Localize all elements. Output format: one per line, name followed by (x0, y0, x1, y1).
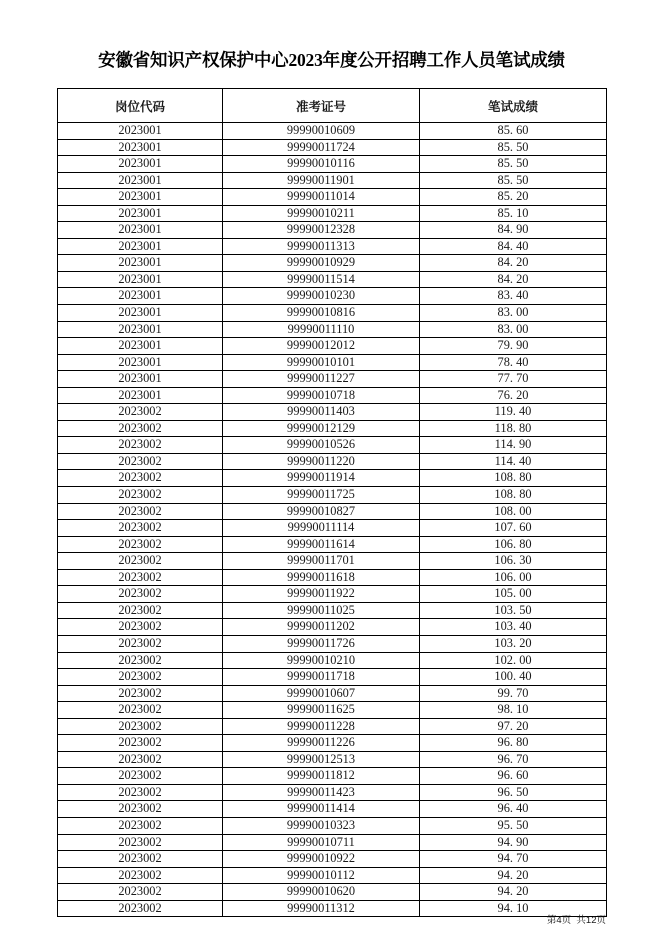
cell-score: 103. 20 (420, 635, 607, 652)
cell-admit: 99990010620 (223, 884, 420, 901)
cell-code: 2023002 (58, 536, 223, 553)
cell-admit: 99990010230 (223, 288, 420, 305)
table-header-row (58, 89, 607, 123)
table-row (58, 205, 607, 222)
cell-score: 94. 10 (420, 900, 607, 917)
table-row (58, 238, 607, 255)
cell-score: 100. 40 (420, 669, 607, 686)
cell-admit: 99990011403 (223, 404, 420, 421)
cell-score: 83. 40 (420, 288, 607, 305)
table-row (58, 453, 607, 470)
table-header (58, 89, 607, 123)
cell-score: 97. 20 (420, 718, 607, 735)
column-header-admit-no: 准考证号 (223, 89, 420, 123)
table-row (58, 602, 607, 619)
table-row (58, 851, 607, 868)
cell-admit: 99990012012 (223, 338, 420, 355)
cell-admit: 99990011724 (223, 139, 420, 156)
cell-score: 85. 10 (420, 205, 607, 222)
cell-score: 78. 40 (420, 354, 607, 371)
cell-code: 2023001 (58, 354, 223, 371)
cell-score: 108. 80 (420, 470, 607, 487)
cell-admit: 99990011625 (223, 702, 420, 719)
cell-code: 2023002 (58, 569, 223, 586)
table-row (58, 884, 607, 901)
table-row (58, 751, 607, 768)
table-row (58, 702, 607, 719)
cell-admit: 99990011423 (223, 784, 420, 801)
cell-admit: 99990010101 (223, 354, 420, 371)
cell-code: 2023002 (58, 635, 223, 652)
table-row (58, 619, 607, 636)
table-row (58, 420, 607, 437)
table-row (58, 635, 607, 652)
cell-code: 2023002 (58, 652, 223, 669)
cell-admit: 99990011414 (223, 801, 420, 818)
cell-code: 2023002 (58, 784, 223, 801)
cell-admit: 99990011914 (223, 470, 420, 487)
cell-admit: 99990011220 (223, 453, 420, 470)
cell-code: 2023002 (58, 619, 223, 636)
cell-score: 79. 90 (420, 338, 607, 355)
cell-admit: 99990010210 (223, 652, 420, 669)
table-row (58, 586, 607, 603)
table-row (58, 735, 607, 752)
cell-score: 94. 70 (420, 851, 607, 868)
cell-score: 76. 20 (420, 387, 607, 404)
cell-admit: 99990011014 (223, 189, 420, 206)
table-row (58, 437, 607, 454)
table-row (58, 288, 607, 305)
cell-admit: 99990012328 (223, 222, 420, 239)
cell-code: 2023002 (58, 751, 223, 768)
cell-admit: 99990011114 (223, 520, 420, 537)
table-row (58, 718, 607, 735)
cell-score: 96. 80 (420, 735, 607, 752)
cell-code: 2023002 (58, 900, 223, 917)
cell-code: 2023002 (58, 884, 223, 901)
table-row (58, 784, 607, 801)
exam-results-table (57, 88, 607, 917)
table-row (58, 321, 607, 338)
cell-score: 106. 00 (420, 569, 607, 586)
cell-code: 2023002 (58, 420, 223, 437)
cell-score: 96. 60 (420, 768, 607, 785)
cell-admit: 99990010711 (223, 834, 420, 851)
cell-score: 99. 70 (420, 685, 607, 702)
cell-admit: 99990010816 (223, 305, 420, 322)
column-header-exam-score: 笔试成绩 (420, 89, 607, 123)
cell-code: 2023002 (58, 602, 223, 619)
cell-score: 83. 00 (420, 305, 607, 322)
table-row (58, 685, 607, 702)
cell-score: 106. 30 (420, 553, 607, 570)
cell-score: 105. 00 (420, 586, 607, 603)
cell-score: 84. 20 (420, 271, 607, 288)
cell-score: 96. 50 (420, 784, 607, 801)
table-row (58, 354, 607, 371)
cell-admit: 99990011110 (223, 321, 420, 338)
cell-code: 2023001 (58, 387, 223, 404)
table-row (58, 338, 607, 355)
cell-score: 85. 50 (420, 172, 607, 189)
table-row (58, 271, 607, 288)
table-row (58, 520, 607, 537)
cell-code: 2023002 (58, 834, 223, 851)
table-row (58, 305, 607, 322)
cell-code: 2023002 (58, 503, 223, 520)
cell-code: 2023001 (58, 139, 223, 156)
cell-code: 2023001 (58, 321, 223, 338)
cell-admit: 99990010922 (223, 851, 420, 868)
cell-code: 2023001 (58, 271, 223, 288)
cell-code: 2023001 (58, 123, 223, 140)
cell-admit: 99990011618 (223, 569, 420, 586)
table-row (58, 189, 607, 206)
cell-score: 85. 60 (420, 123, 607, 140)
cell-admit: 99990010609 (223, 123, 420, 140)
cell-code: 2023002 (58, 801, 223, 818)
cell-score: 94. 90 (420, 834, 607, 851)
table-body (58, 123, 607, 917)
column-header-job-code: 岗位代码 (58, 89, 223, 123)
cell-code: 2023001 (58, 288, 223, 305)
cell-admit: 99990010116 (223, 156, 420, 173)
table-row (58, 569, 607, 586)
cell-score: 84. 20 (420, 255, 607, 272)
cell-score: 107. 60 (420, 520, 607, 537)
cell-admit: 99990010211 (223, 205, 420, 222)
table-row (58, 536, 607, 553)
cell-score: 119. 40 (420, 404, 607, 421)
cell-admit: 99990011726 (223, 635, 420, 652)
cell-code: 2023001 (58, 156, 223, 173)
cell-score: 85. 50 (420, 139, 607, 156)
cell-score: 94. 20 (420, 884, 607, 901)
table-row (58, 255, 607, 272)
cell-code: 2023002 (58, 685, 223, 702)
cell-score: 106. 80 (420, 536, 607, 553)
cell-score: 103. 40 (420, 619, 607, 636)
cell-code: 2023002 (58, 586, 223, 603)
cell-score: 114. 90 (420, 437, 607, 454)
cell-admit: 99990011202 (223, 619, 420, 636)
cell-admit: 99990011614 (223, 536, 420, 553)
cell-score: 103. 50 (420, 602, 607, 619)
cell-admit: 99990011514 (223, 271, 420, 288)
cell-code: 2023002 (58, 718, 223, 735)
cell-code: 2023002 (58, 768, 223, 785)
cell-admit: 99990010112 (223, 867, 420, 884)
cell-admit: 99990010718 (223, 387, 420, 404)
cell-code: 2023002 (58, 851, 223, 868)
table-row (58, 139, 607, 156)
cell-code: 2023002 (58, 453, 223, 470)
cell-admit: 99990011718 (223, 669, 420, 686)
cell-score: 83. 00 (420, 321, 607, 338)
table-row (58, 652, 607, 669)
cell-score: 108. 00 (420, 503, 607, 520)
cell-score: 85. 50 (420, 156, 607, 173)
cell-admit: 99990012129 (223, 420, 420, 437)
cell-admit: 99990011025 (223, 602, 420, 619)
cell-code: 2023001 (58, 222, 223, 239)
table-row (58, 553, 607, 570)
table-row (58, 669, 607, 686)
cell-admit: 99990010827 (223, 503, 420, 520)
cell-code: 2023002 (58, 404, 223, 421)
table-row (58, 123, 607, 140)
cell-admit: 99990011312 (223, 900, 420, 917)
cell-admit: 99990010607 (223, 685, 420, 702)
cell-score: 95. 50 (420, 817, 607, 834)
cell-score: 96. 40 (420, 801, 607, 818)
table-row (58, 387, 607, 404)
cell-code: 2023001 (58, 305, 223, 322)
cell-code: 2023001 (58, 189, 223, 206)
cell-admit: 99990011901 (223, 172, 420, 189)
cell-code: 2023001 (58, 255, 223, 272)
cell-score: 118. 80 (420, 420, 607, 437)
cell-code: 2023002 (58, 735, 223, 752)
cell-score: 77. 70 (420, 371, 607, 388)
table-row (58, 172, 607, 189)
cell-admit: 99990011922 (223, 586, 420, 603)
table-row (58, 156, 607, 173)
table-row (58, 371, 607, 388)
table-row (58, 222, 607, 239)
cell-admit: 99990012513 (223, 751, 420, 768)
cell-code: 2023002 (58, 867, 223, 884)
page-number-footer: 第4页 共12页 (546, 915, 606, 926)
cell-admit: 99990010929 (223, 255, 420, 272)
cell-admit: 99990010526 (223, 437, 420, 454)
cell-code: 2023002 (58, 520, 223, 537)
table-row (58, 487, 607, 504)
cell-score: 102. 00 (420, 652, 607, 669)
cell-admit: 99990010323 (223, 817, 420, 834)
cell-admit: 99990011725 (223, 487, 420, 504)
cell-admit: 99990011226 (223, 735, 420, 752)
cell-admit: 99990011701 (223, 553, 420, 570)
cell-score: 108. 80 (420, 487, 607, 504)
table-row (58, 867, 607, 884)
cell-score: 96. 70 (420, 751, 607, 768)
cell-code: 2023002 (58, 669, 223, 686)
cell-score: 84. 90 (420, 222, 607, 239)
cell-score: 98. 10 (420, 702, 607, 719)
cell-code: 2023001 (58, 238, 223, 255)
cell-code: 2023001 (58, 172, 223, 189)
cell-code: 2023001 (58, 371, 223, 388)
cell-score: 84. 40 (420, 238, 607, 255)
cell-code: 2023002 (58, 487, 223, 504)
cell-admit: 99990011313 (223, 238, 420, 255)
table-row (58, 404, 607, 421)
table-row (58, 817, 607, 834)
cell-code: 2023002 (58, 553, 223, 570)
cell-code: 2023002 (58, 470, 223, 487)
cell-code: 2023001 (58, 338, 223, 355)
table-row (58, 503, 607, 520)
cell-score: 114. 40 (420, 453, 607, 470)
cell-code: 2023002 (58, 437, 223, 454)
cell-code: 2023001 (58, 205, 223, 222)
page-title: 安徽省知识产权保护中心2023年度公开招聘工作人员笔试成绩 (98, 50, 565, 70)
table-row (58, 801, 607, 818)
cell-admit: 99990011812 (223, 768, 420, 785)
cell-admit: 99990011228 (223, 718, 420, 735)
table-row (58, 834, 607, 851)
cell-score: 85. 20 (420, 189, 607, 206)
cell-code: 2023002 (58, 702, 223, 719)
cell-admit: 99990011227 (223, 371, 420, 388)
table-row (58, 470, 607, 487)
cell-score: 94. 20 (420, 867, 607, 884)
cell-code: 2023002 (58, 817, 223, 834)
table-row (58, 900, 607, 917)
table-row (58, 768, 607, 785)
